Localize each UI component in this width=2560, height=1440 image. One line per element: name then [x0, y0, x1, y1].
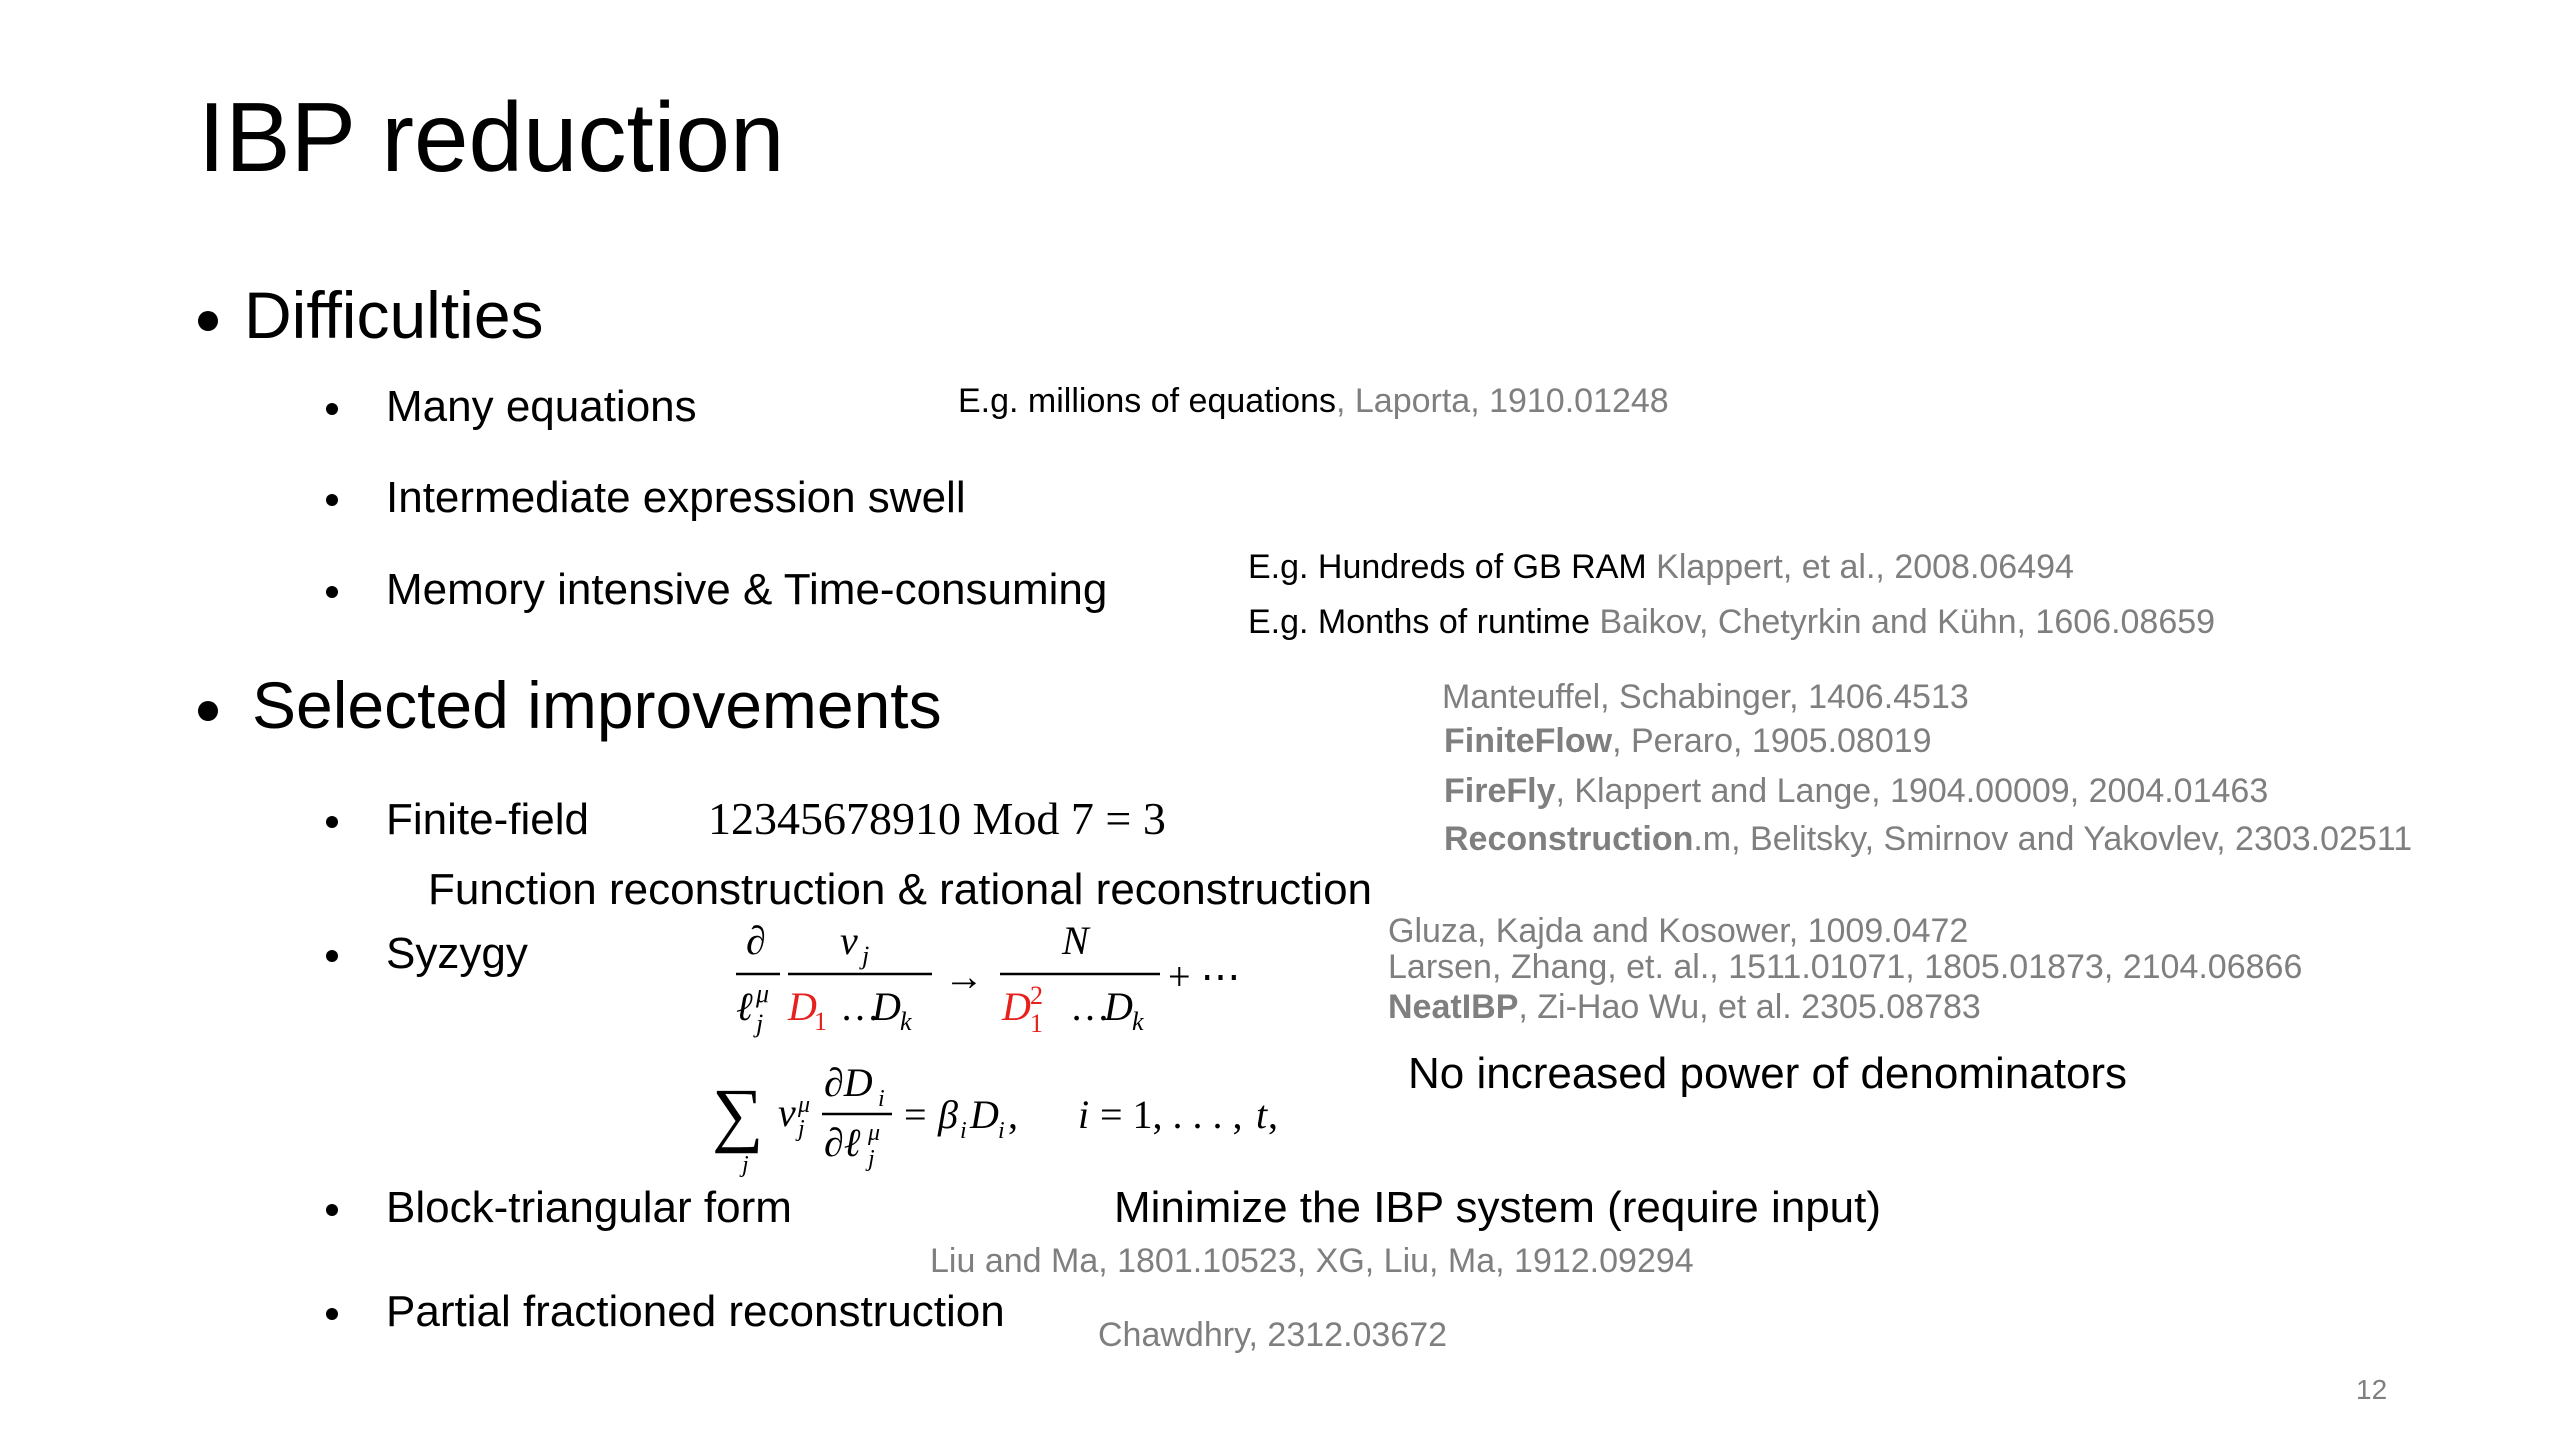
note-ram	[1248, 550, 2074, 584]
svg-text:μ: μ	[798, 1092, 811, 1118]
difficulties-item-many-equations	[326, 382, 697, 431]
svg-text:i: i	[878, 1086, 885, 1112]
bullet-icon	[326, 1204, 338, 1216]
bullet-icon	[326, 494, 338, 506]
bullet-icon	[326, 586, 338, 598]
slide-title: IBP reduction	[198, 82, 785, 192]
svg-text:ν: ν	[778, 1090, 796, 1135]
svg-text:∂ℓ: ∂ℓ	[824, 1120, 861, 1165]
reference-text: Baikov, Chetyrkin and Kühn, 1606.08659	[1590, 603, 2216, 641]
svg-text:…: …	[840, 984, 880, 1029]
ref-larsen: Larsen, Zhang, et. al., 1511.01071, 1805.01873, 2104.06866	[1388, 948, 2303, 986]
bullet-icon	[326, 1308, 338, 1320]
item-label: Intermediate expression swell	[386, 473, 966, 522]
reference-text: , Zi-Hao Wu, et al. 2305.08783	[1518, 988, 1981, 1026]
difficulties-item-expression-swell	[326, 473, 966, 522]
difficulties-item-memory	[326, 565, 1108, 614]
svg-text:,: ,	[1008, 1092, 1018, 1137]
page-number: 12	[2356, 1374, 2388, 1405]
svg-text:→: →	[944, 954, 984, 999]
item-label: Block-triangular form	[386, 1183, 792, 1232]
improvements-heading	[198, 668, 942, 742]
svg-text:i: i	[998, 1118, 1005, 1144]
svg-text:t: t	[1256, 1092, 1268, 1137]
bullet-icon	[326, 950, 338, 962]
svg-text:i: i	[960, 1118, 967, 1144]
svg-text:1: 1	[814, 1007, 827, 1036]
svg-text:i: i	[1078, 1092, 1090, 1137]
ref-finiteflow	[1444, 724, 1932, 758]
note-text: E.g. millions of equations	[958, 382, 1336, 420]
improvements-item-partial-fractioned	[326, 1287, 1005, 1336]
ref-reconstruction	[1444, 822, 2412, 856]
note-text: E.g. Months of runtime	[1248, 603, 1591, 641]
ref-chawdhry: Chawdhry, 2312.03672	[1098, 1316, 1448, 1354]
note-millions-equations	[958, 384, 1669, 418]
bullet-icon	[198, 701, 218, 721]
ref-manteuffel: Manteuffel, Schabinger, 1406.4513	[1442, 678, 1969, 716]
note-text: E.g. Hundreds of GB RAM	[1248, 548, 1647, 586]
svg-text:μ: μ	[756, 979, 770, 1008]
bullet-icon	[326, 403, 338, 415]
improvements-heading-label: Selected improvements	[252, 668, 942, 742]
svg-text:D: D	[1104, 984, 1133, 1029]
bullet-icon	[198, 311, 218, 331]
reference-text: Klappert, et al., 2008.06494	[1646, 548, 2074, 586]
svg-text:ℓ: ℓ	[736, 984, 753, 1029]
svg-text:j: j	[798, 1116, 805, 1142]
svg-text:j: j	[742, 1152, 749, 1178]
note-runtime	[1248, 605, 2215, 639]
improvements-item-finite-field	[326, 795, 589, 844]
improvements-item-syzygy	[326, 929, 528, 978]
item-label: Syzygy	[386, 929, 528, 978]
reference-text: , Laporta, 1910.01248	[1335, 382, 1669, 420]
svg-text:D: D	[872, 984, 901, 1029]
improvements-item-block-triangular	[326, 1183, 792, 1232]
svg-text:μ: μ	[868, 1120, 881, 1146]
ref-gluza: Gluza, Kajda and Kosower, 1009.0472	[1388, 912, 1969, 950]
syzygy-condition-formula	[712, 1060, 1292, 1180]
svg-text:ν: ν	[840, 918, 858, 963]
svg-text:N: N	[1062, 918, 1089, 963]
item-label: Memory intensive & Time-consuming	[386, 565, 1108, 614]
mod-example: 12345678910 Mod 7 = 3	[708, 793, 1166, 844]
minimize-note: Minimize the IBP system (require input)	[1114, 1183, 1882, 1232]
svg-text:2: 2	[1030, 981, 1043, 1010]
software-name: Reconstruction	[1444, 820, 1694, 858]
svg-text:1: 1	[1030, 1009, 1043, 1038]
ref-neatibp	[1388, 990, 1981, 1024]
bullet-icon	[326, 816, 338, 828]
ref-firefly	[1444, 774, 2268, 808]
svg-text:…: …	[1070, 984, 1110, 1029]
svg-text:D: D	[970, 1092, 999, 1137]
syzygy-formula	[700, 908, 1260, 1048]
ref-liu-ma: Liu and Ma, 1801.10523, XG, Liu, Ma, 1912.09294	[930, 1242, 1694, 1280]
software-name: FiniteFlow	[1444, 722, 1613, 760]
difficulties-heading-label: Difficulties	[244, 278, 544, 352]
svg-text:j: j	[862, 941, 870, 970]
function-reconstruction-note: Function reconstruction & rational reconstruction	[428, 865, 1373, 914]
svg-text:j: j	[756, 1009, 764, 1038]
item-label: Many equations	[386, 382, 697, 431]
item-label: Finite-field	[386, 795, 589, 844]
svg-text:k: k	[900, 1007, 912, 1036]
reference-text: .m, Belitsky, Smirnov and Yakovlev, 2303.02511	[1693, 820, 2413, 858]
svg-text:+ ⋯: + ⋯	[1168, 954, 1241, 999]
svg-text:j: j	[868, 1146, 875, 1172]
software-name: NeatIBP	[1388, 988, 1519, 1026]
no-increased-power-note: No increased power of denominators	[1408, 1049, 2128, 1098]
svg-text:,: ,	[1268, 1092, 1278, 1137]
difficulties-heading	[198, 278, 544, 352]
svg-text:β: β	[938, 1092, 958, 1137]
item-label: Partial fractioned reconstruction	[386, 1287, 1005, 1336]
svg-text:∑: ∑	[712, 1074, 764, 1154]
svg-text:= 1, . . . ,: = 1, . . . ,	[1100, 1092, 1243, 1137]
software-name: FireFly	[1444, 772, 1556, 810]
svg-text:D: D	[1002, 984, 1031, 1029]
reference-text: , Peraro, 1905.08019	[1612, 722, 1932, 760]
svg-text:∂D: ∂D	[824, 1060, 873, 1105]
svg-text:∂: ∂	[746, 918, 766, 963]
svg-text:D: D	[788, 984, 817, 1029]
svg-text:=: =	[904, 1092, 927, 1137]
reference-text: , Klappert and Lange, 1904.00009, 2004.01463	[1555, 772, 2269, 810]
svg-text:k: k	[1132, 1007, 1144, 1036]
